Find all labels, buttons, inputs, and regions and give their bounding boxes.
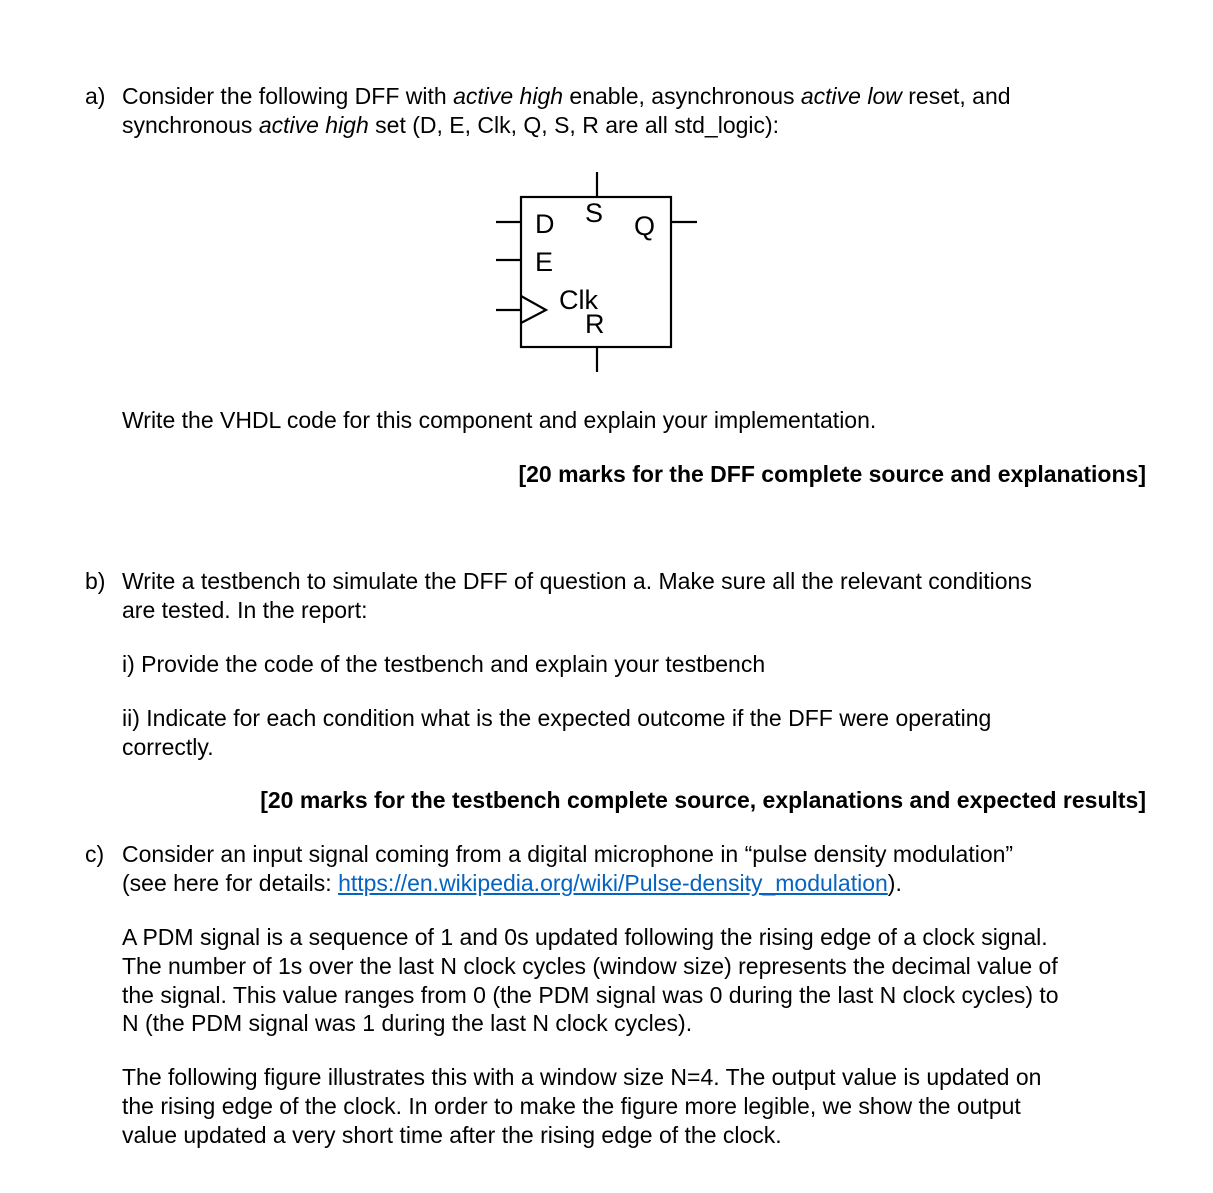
part-c-para-1-line: A PDM signal is a sequence of 1 and 0s updated following the rising edge of a clock signal.: [122, 924, 1048, 950]
part-b-line-2: are tested. In the report:: [122, 597, 368, 623]
part-b-item-ii-line-1: ii) Indicate for each condition what is the expected outcome if the DFF were operating: [122, 705, 992, 731]
text-run-italic: active high: [453, 83, 564, 109]
text-run-italic: active high: [258, 112, 369, 138]
text-run: reset, and: [901, 83, 1011, 109]
part-c-para-2-line: the rising edge of the clock. In order to make the figure more legible, we show the output: [122, 1093, 1021, 1119]
text-run-italic: active low: [800, 83, 902, 109]
label-s: S: [585, 198, 604, 228]
text-run: enable, asynchronous: [563, 83, 801, 109]
part-c-line-2: [122, 869, 902, 898]
part-a-line-1: [122, 82, 1011, 111]
text-run: Consider the following DFF with: [122, 83, 454, 109]
part-b-marks: [20 marks for the testbench complete source, explanations and expected results]: [260, 787, 1146, 813]
label-clk: Clk: [559, 285, 598, 315]
text-run: (see here for details:: [122, 870, 339, 896]
part-b-line-1: Write a testbench to simulate the DFF of question a. Make sure all the relevant conditions: [122, 568, 1032, 594]
label-d: D: [535, 209, 555, 239]
clock-edge-triangle-icon: [521, 296, 546, 323]
label-r: R: [585, 309, 605, 339]
part-c-marker: c): [85, 841, 105, 867]
part-a-marker: a): [85, 83, 106, 109]
part-b-item-ii-line-2: correctly.: [122, 734, 214, 760]
part-c-para-2-line: value updated a very short time after the rising edge of the clock.: [122, 1122, 782, 1148]
part-a-line-2: [122, 111, 779, 140]
part-c-para-1-line: the signal. This value ranges from 0 (the PDM signal was 0 during the last N clock cycles) to: [122, 982, 1059, 1008]
part-b-item-i: i) Provide the code of the testbench and explain your testbench: [122, 651, 766, 677]
part-c-para-2-line: The following figure illustrates this with a window size N=4. The output value is updated on: [122, 1064, 1042, 1090]
text-run: synchronous: [122, 112, 259, 138]
text-run: set (D, E, Clk, Q, S, R are all std_logic):: [368, 112, 780, 138]
part-c-para-1-line: The number of 1s over the last N clock cycles (window size) represents the decimal value of: [122, 953, 1058, 979]
part-b-marker: b): [85, 568, 106, 594]
text-run: ).: [887, 870, 902, 896]
part-a-marks: [20 marks for the DFF complete source and explanations]: [518, 461, 1146, 487]
label-e: E: [535, 247, 554, 277]
part-c-line-1: Consider an input signal coming from a digital microphone in “pulse density modulation”: [122, 841, 1014, 867]
dff-diagram: [480, 160, 720, 380]
pdm-wikipedia-link[interactable]: https://en.wikipedia.org/wiki/Pulse-density_modulation: [338, 870, 888, 896]
label-q: Q: [634, 211, 656, 241]
part-a-instruction: Write the VHDL code for this component and explain your implementation.: [122, 407, 877, 433]
part-c-para-1-line: N (the PDM signal was 1 during the last N clock cycles).: [122, 1010, 693, 1036]
